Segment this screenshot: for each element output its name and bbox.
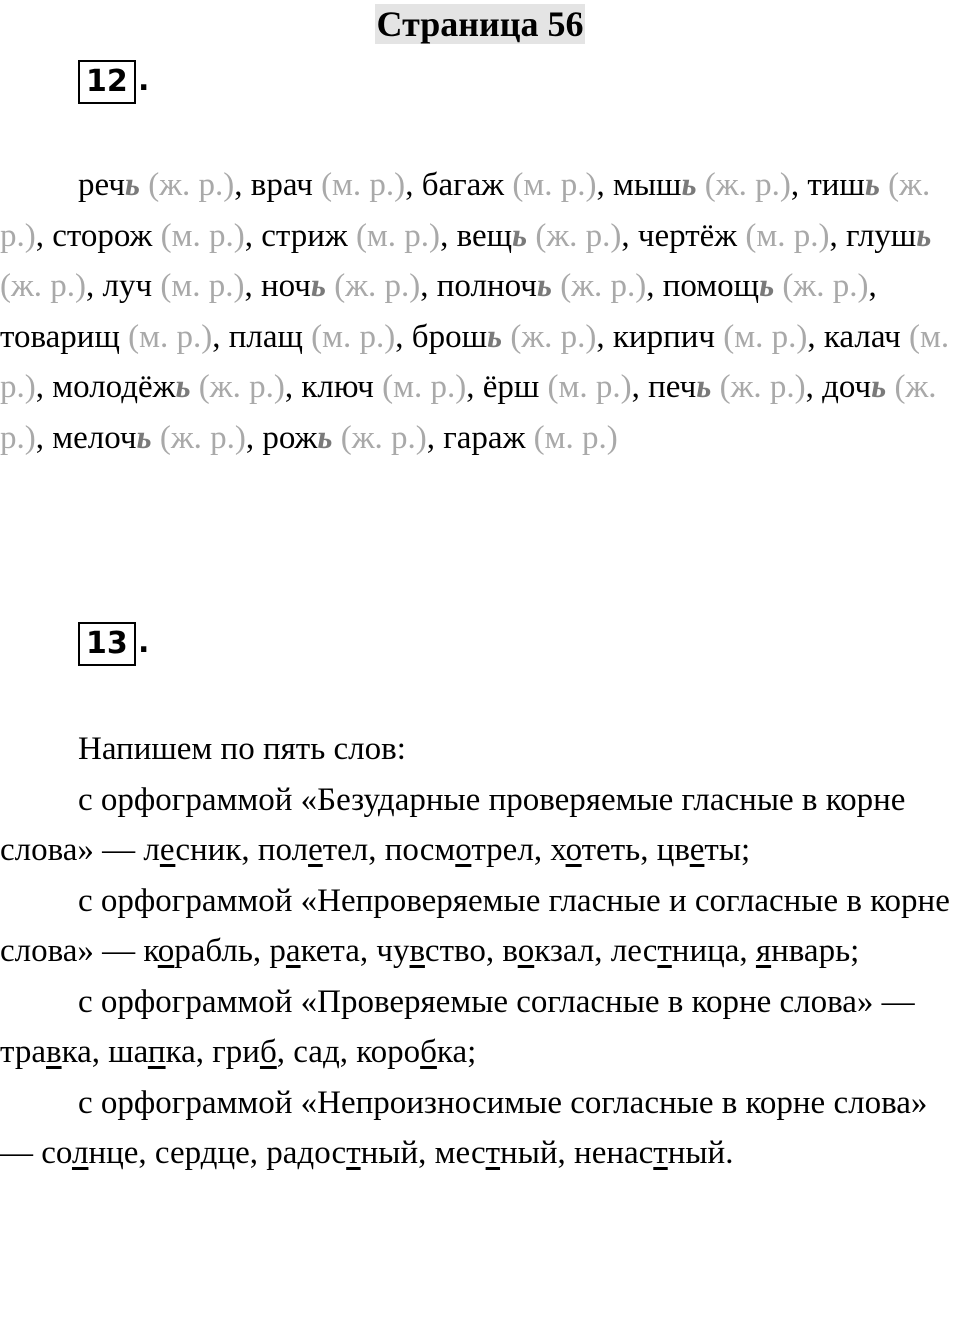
example-word	[0, 1034, 92, 1070]
separator: ,	[440, 217, 457, 254]
example-word	[657, 832, 741, 868]
word-entry	[613, 319, 824, 355]
separator: ,	[249, 1135, 267, 1171]
word-part: посм	[384, 832, 456, 868]
word-part: мес	[434, 1135, 486, 1171]
separator: ,	[596, 167, 613, 203]
separator: ,	[533, 832, 551, 868]
word-part: трел	[471, 832, 534, 868]
example-word	[756, 933, 850, 969]
word-entry	[457, 218, 638, 254]
exercise-13-number: 13	[78, 622, 136, 666]
example-word	[611, 933, 740, 969]
word-part: чу	[376, 933, 410, 969]
word-entry	[103, 268, 261, 304]
example-word	[155, 1135, 250, 1171]
word-part: х	[550, 832, 566, 868]
word-entry	[261, 268, 437, 304]
orthogram-letter: в	[45, 1034, 62, 1070]
orthogram-letter: в	[409, 933, 425, 969]
separator: ,	[868, 268, 877, 304]
example-word	[266, 1135, 418, 1171]
word-entry	[663, 268, 877, 304]
page-title-text: Страница 56	[376, 4, 584, 44]
separator: ,	[35, 369, 53, 405]
word-part: сник	[175, 832, 242, 868]
gender-note: (м. р.)	[128, 318, 213, 355]
separator: ,	[245, 419, 263, 456]
orthogram-letter: о	[517, 933, 535, 969]
example-word	[502, 933, 594, 969]
exercise-13-dot: .	[138, 625, 150, 660]
gender-note: (м. р.)	[355, 217, 441, 254]
example-word	[435, 1135, 558, 1171]
word-part: тра	[0, 1034, 46, 1070]
soft-sign: ь	[696, 369, 712, 405]
word-stem: реч	[78, 167, 125, 203]
separator: ,	[244, 268, 261, 304]
soft-sign: ь	[536, 268, 552, 304]
separator: ,	[631, 369, 649, 405]
separator: ,	[339, 1034, 357, 1070]
separator: ,	[426, 419, 444, 456]
separator: ,	[805, 369, 823, 405]
word-part: ка	[61, 1034, 92, 1070]
word-part: лес	[610, 933, 658, 969]
gender-note: (м. р.)	[382, 369, 467, 405]
gender-note: (ж. р.)	[719, 369, 806, 405]
word-stem: доч	[822, 369, 872, 405]
section-label: с орфограммой «Непроверяемые гласные и согласные в корне слова» —	[0, 882, 950, 969]
word-entry	[52, 218, 261, 254]
separator: ,	[395, 318, 412, 355]
separator: ,	[739, 933, 756, 969]
word-part: коро	[356, 1034, 421, 1070]
orthogram-letter: о	[455, 832, 472, 868]
word-stem: помощ	[662, 268, 760, 304]
soft-sign: ь	[124, 167, 141, 203]
word-stem: ноч	[260, 268, 311, 304]
word-stem: багаж	[421, 167, 505, 203]
section-label: с орфограммой «Безударные проверяемые гласные в корне слова» —	[0, 781, 906, 868]
word-part: цв	[656, 832, 690, 868]
word-entry	[437, 268, 663, 304]
separator: ,	[557, 1135, 575, 1171]
word-stem: полноч	[436, 268, 537, 304]
example-word	[293, 1034, 340, 1070]
example-word	[41, 1135, 138, 1171]
gender-note: (ж. р.)	[0, 167, 931, 254]
separator: ,	[466, 369, 483, 405]
word-part: ный	[500, 1135, 558, 1171]
word-stem: тиш	[807, 167, 865, 203]
example-word	[212, 1034, 277, 1070]
orthogram-letter: д	[200, 1135, 218, 1171]
word-part: р	[269, 933, 286, 969]
section-label: с орфограммой «Проверяемые согласные в корне слова» —	[78, 983, 915, 1020]
gender-note: (ж. р.)	[0, 268, 87, 304]
separator: ,	[418, 1135, 435, 1171]
word-part: ница	[671, 933, 740, 969]
separator: ;	[467, 1034, 477, 1070]
gender-note: (м. р.)	[723, 318, 808, 355]
exercise-12-dot: .	[138, 63, 150, 98]
soft-sign: ь	[310, 268, 326, 304]
word-entry	[52, 369, 301, 405]
gender-note: (ж. р.)	[148, 167, 235, 203]
word-stem: мыш	[612, 167, 682, 203]
word-stem: стриж	[261, 217, 348, 254]
word-entry	[638, 218, 846, 254]
word-stem: ёрш	[482, 369, 540, 405]
word-stem: калач	[823, 318, 901, 355]
gender-note: (ж. р.)	[560, 268, 647, 304]
word-part: со	[41, 1135, 72, 1171]
exercise-12-word-list	[0, 160, 960, 463]
word-part: ство	[424, 933, 486, 969]
orthogram-letter: т	[346, 1135, 361, 1171]
soft-sign: ь	[175, 369, 191, 405]
gender-note: (ж. р.)	[782, 268, 869, 304]
word-stem: мелоч	[52, 419, 137, 456]
word-part: са	[293, 1034, 323, 1070]
separator: ;	[741, 832, 751, 868]
separator: ,	[807, 318, 824, 355]
separator: ,	[640, 832, 657, 868]
separator: ,	[35, 419, 53, 456]
word-entry	[251, 167, 422, 203]
word-part: теть	[581, 832, 641, 868]
gender-note: (ж. р.)	[0, 369, 937, 456]
orthogram-letter: п	[147, 1034, 166, 1070]
gender-note: (ж. р.)	[340, 419, 427, 456]
word-stem: врач	[250, 167, 313, 203]
word-part: нце	[88, 1135, 139, 1171]
word-stem: чертёж	[637, 217, 738, 254]
orthogram-section	[0, 1078, 960, 1179]
word-entry	[422, 167, 613, 203]
word-part: тел	[322, 832, 369, 868]
orthogram-letter: о	[157, 933, 175, 969]
word-entry	[0, 319, 229, 355]
soft-sign: ь	[317, 419, 333, 456]
separator: ,	[485, 933, 503, 969]
separator: ,	[621, 217, 638, 254]
gender-note: (м. р.)	[321, 167, 406, 203]
word-part: ный	[667, 1135, 726, 1171]
separator: ;	[850, 933, 860, 969]
word-entry	[648, 369, 822, 405]
gender-note: (м. р.)	[547, 369, 632, 405]
soft-sign: ь	[487, 318, 503, 355]
word-part: кзал	[534, 933, 595, 969]
page-title	[0, 2, 960, 46]
separator: ,	[252, 933, 270, 969]
gender-note: (ж. р.)	[535, 217, 622, 254]
word-part: ный	[360, 1135, 419, 1171]
gender-note: (м. р.)	[512, 167, 597, 203]
word-stem: глуш	[845, 217, 917, 254]
example-word	[356, 1034, 467, 1070]
soft-sign: ь	[512, 217, 528, 254]
word-entry	[443, 420, 618, 456]
word-part: це	[217, 1135, 250, 1171]
separator: ,	[35, 217, 53, 254]
word-stem: печ	[648, 369, 697, 405]
word-part: ка	[165, 1034, 196, 1070]
example-word	[258, 832, 368, 868]
soft-sign: ь	[759, 268, 775, 304]
orthogram-letter: т	[485, 1135, 501, 1171]
word-entry	[52, 420, 262, 456]
exercise-12-number: 12	[78, 60, 136, 104]
soft-sign: ь	[864, 167, 880, 203]
gender-note: (м. р.)	[160, 217, 245, 254]
separator: ,	[596, 318, 613, 355]
gender-note: (м. р.)	[0, 318, 950, 405]
example-word	[385, 832, 534, 868]
soft-sign: ь	[916, 217, 932, 254]
gender-note: (ж. р.)	[704, 167, 791, 203]
word-stem: плащ	[228, 318, 303, 355]
orthogram-letter: е	[159, 832, 176, 868]
word-entry	[78, 167, 251, 203]
word-part: ка	[436, 1034, 468, 1070]
exercise-13-intro: Напишем по пять слов:	[78, 731, 406, 767]
example-word	[108, 1034, 195, 1070]
word-entry	[483, 369, 648, 405]
separator: ,	[646, 268, 663, 304]
orthogram-letter: а	[285, 933, 301, 969]
word-part: пол	[257, 832, 309, 868]
word-entry	[613, 167, 807, 203]
word-stem: луч	[102, 268, 153, 304]
word-part: сер	[154, 1135, 201, 1171]
word-part: ты	[704, 832, 741, 868]
orthogram-letter: т	[657, 933, 672, 969]
word-entry	[262, 420, 443, 456]
orthogram-letter: д	[322, 1034, 340, 1070]
word-stem: молодёж	[52, 369, 176, 405]
orthogram-section	[0, 876, 960, 977]
separator: ,	[594, 933, 611, 969]
word-part: нварь	[771, 933, 851, 969]
word-stem: вещ	[456, 217, 513, 254]
exercise-13-body	[0, 724, 960, 1179]
separator: ,	[86, 268, 103, 304]
example-word	[376, 933, 485, 969]
word-part: ненас	[574, 1135, 654, 1171]
word-part: гри	[212, 1034, 260, 1070]
gender-note: (м. р.)	[311, 318, 396, 355]
gender-note: (м. р.)	[745, 217, 830, 254]
separator: .	[725, 1135, 734, 1171]
separator: ,	[829, 217, 846, 254]
separator: ,	[195, 1034, 213, 1070]
word-part: л	[143, 832, 160, 868]
orthogram-section	[0, 977, 960, 1078]
example-word	[574, 1135, 725, 1171]
orthogram-letter: я	[755, 933, 772, 969]
word-part: в	[502, 933, 518, 969]
orthogram-letter: о	[565, 832, 582, 868]
example-word	[143, 832, 241, 868]
example-word	[550, 832, 640, 868]
word-stem: сторож	[52, 217, 153, 254]
separator: ,	[284, 369, 302, 405]
word-part: кета	[300, 933, 360, 969]
orthogram-letter: т	[653, 1135, 668, 1171]
word-entry	[229, 319, 412, 355]
orthogram-letter: б	[420, 1034, 437, 1070]
gender-note: (м. р.)	[533, 419, 618, 456]
section-label: с орфограммой «Непроизносимые согласные в корне слова» —	[0, 1084, 928, 1171]
gender-note: (ж. р.)	[510, 318, 597, 355]
example-word	[143, 933, 253, 969]
orthogram-letter: е	[308, 832, 323, 868]
word-part: рабль	[174, 933, 253, 969]
gender-note: (ж. р.)	[159, 419, 246, 456]
separator: ,	[359, 933, 377, 969]
soft-sign: ь	[681, 167, 697, 203]
soft-sign: ь	[136, 419, 152, 456]
separator: ,	[368, 832, 385, 868]
word-entry	[301, 369, 482, 405]
separator: ,	[244, 217, 262, 254]
separator: ,	[241, 832, 258, 868]
gender-note: (ж. р.)	[198, 369, 285, 405]
example-word	[269, 933, 360, 969]
gender-note: (м. р.)	[160, 268, 245, 304]
word-stem: брош	[411, 318, 487, 355]
separator: ,	[790, 167, 808, 203]
separator: ,	[234, 167, 251, 203]
separator: ,	[138, 1135, 155, 1171]
separator: ,	[212, 318, 229, 355]
gender-note: (ж. р.)	[334, 268, 421, 304]
word-part: ша	[108, 1034, 148, 1070]
separator: ,	[276, 1034, 294, 1070]
word-stem: гараж	[443, 419, 526, 456]
word-part: к	[143, 933, 158, 969]
word-entry	[412, 319, 613, 355]
word-stem: кирпич	[612, 318, 715, 355]
orthogram-letter: е	[689, 832, 705, 868]
word-entry	[261, 218, 456, 254]
separator: ,	[91, 1034, 109, 1070]
separator: ,	[420, 268, 437, 304]
word-part: радос	[266, 1135, 347, 1171]
word-stem: товарищ	[0, 318, 120, 355]
orthogram-letter: б	[259, 1034, 277, 1070]
soft-sign: ь	[871, 369, 887, 405]
orthogram-section	[0, 775, 960, 876]
word-stem: ключ	[301, 369, 374, 405]
separator: ,	[405, 167, 422, 203]
word-stem: рож	[262, 419, 318, 456]
orthogram-letter: л	[71, 1135, 89, 1171]
